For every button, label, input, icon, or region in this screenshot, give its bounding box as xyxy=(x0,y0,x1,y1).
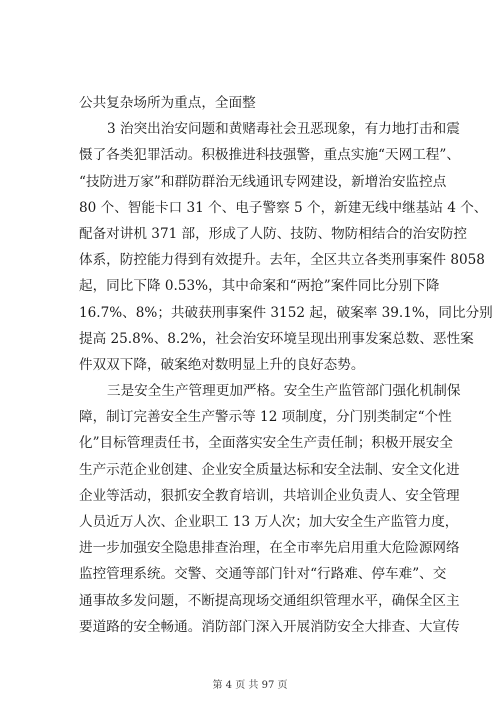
text-line: 公共复杂场所为重点，全面整 xyxy=(79,95,256,111)
text-line: 要道路的安全畅通。消防部门深入开展消防安全大排查、大宣传 xyxy=(79,618,460,635)
text-line: 化”目标管理责任书，全面落实安全生产责任制；积极开展安全 xyxy=(79,435,453,452)
text-line: 监控管理系统。交警、交通等部门针对“行路难、停车难”、交 xyxy=(79,566,447,583)
text-line: 16.7%、8%；共破获刑事案件 3152 起，破案率 39.1%，同比分别 xyxy=(79,304,493,321)
body-text xyxy=(79,90,493,640)
text-line: “技防进万家”和群防群治无线通讯专网建设，新增治安监控点 xyxy=(79,173,447,190)
text-line: 体系，防控能力得到有效提升。去年，全区共立各类刑事案件 8058 xyxy=(79,252,485,269)
text-line: 人员近万人次、企业职工 13 万人次；加大安全生产监管力度， xyxy=(79,514,459,530)
text-line: 起，同比下降 0.53%，其中命案和“两抢”案件同比分别下降 xyxy=(79,278,440,295)
text-line: 通事故多发问题，不断提高现场交通组织管理水平，确保全区主 xyxy=(79,592,460,609)
text-line: 配备对讲机 371 部，形成了人防、技防、物防相结合的治安防控 xyxy=(79,225,468,242)
text-line: 三是安全生产管理更加严格。安全生产监管部门强化机制保 xyxy=(107,383,461,400)
text-line: 障，制订完善安全生产警示等 12 项制度，分门别类制定“个性 xyxy=(79,409,452,426)
text-line: 件双双下降，破案绝对数明显上升的良好态势。 xyxy=(79,356,365,373)
text-line: 企业等活动，狠抓安全教育培训，共培训企业负责人、安全管理 xyxy=(79,487,460,504)
text-line: 进一步加强安全隐患排查治理，在全市率先启用重大危险源网络 xyxy=(79,540,460,557)
text-line: 慑了各类犯罪活动。积极推进科技强警，重点实施“天网工程”、 xyxy=(79,147,460,164)
text-line: 生产示范企业创建、企业安全质量达标和安全法制、安全文化进 xyxy=(79,461,460,478)
text-line: 80 个、智能卡口 31 个、电子警察 5 个，新建无线中继基站 4 个、 xyxy=(79,199,488,216)
text-line: 提高 25.8%、8.2%，社会治安环境呈现出刑事发案总数、恶性案 xyxy=(79,330,474,347)
text-line: 3 治突出治安问题和黄赌毒社会丑恶现象，有力地打击和震 xyxy=(107,121,460,138)
page-number-footer: 第 4 页 共 97 页 xyxy=(212,680,288,691)
